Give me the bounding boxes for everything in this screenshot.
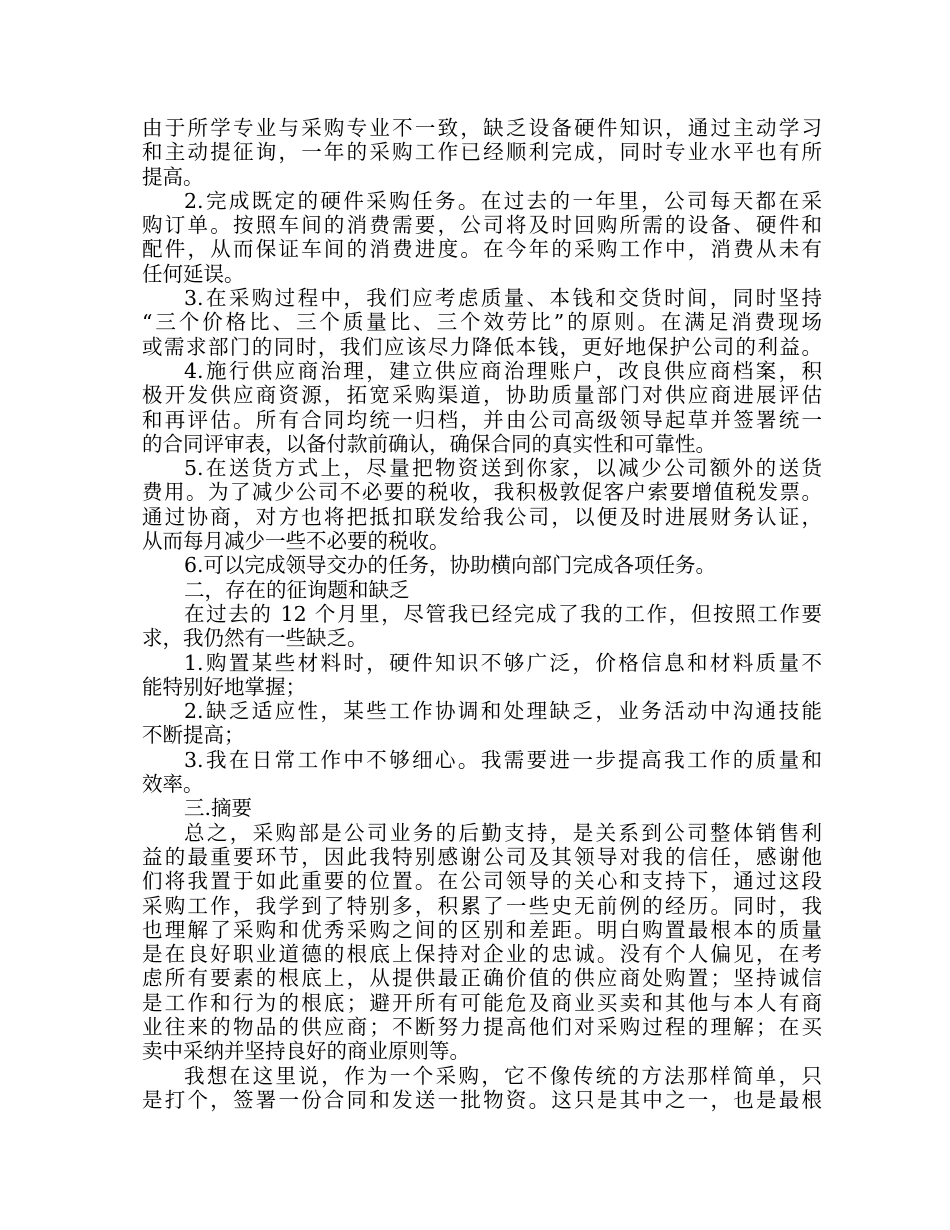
text-line: 效率。 (142, 772, 204, 797)
text-line: 在过去的 12 个月里，尽管我已经完成了我的工作，但按照工作要 (184, 601, 822, 626)
text-line: 益的最重要环节，因此我特别感谢公司及其领导对我的信任，感谢他 (142, 844, 822, 869)
text-line: 由于所学专业与采购专业不一致，缺乏设备硬件知识，通过主动学习 (142, 116, 822, 140)
text-line: 总之，采购部是公司业务的后勤支持，是关系到公司整体销售利 (184, 820, 822, 845)
text-line: 虑所有要素的根底上，从提供最正确价值的供应商处购置；坚持诚信 (142, 966, 822, 991)
text-line: 配件，从而保证车间的消费进度。在今年的采购工作中，消费从未有 (142, 237, 822, 262)
text-line: 2.缺乏适应性，某些工作协调和处理缺乏，业务活动中沟通技能 (184, 699, 822, 724)
text-line: 和再评估。所有合同均统一归档，并由公司高级领导起草并签署统一 (142, 407, 822, 432)
text-line: 采购工作，我学到了特别多，积累了一些史无前例的经历。同时，我 (142, 893, 822, 918)
text-line: 卖中采纳并坚持良好的商业原则等。 (142, 1039, 470, 1064)
text-line: 购订单。按照车间的消费需要，公司将及时回购所需的设备、硬件和 (142, 213, 822, 238)
text-line: 是工作和行为的根底；避开所有可能危及商业买卖和其他与本人有商 (142, 990, 822, 1015)
text-line: 的合同评审表，以备付款前确认，确保合同的真实性和可靠性。 (142, 431, 716, 456)
text-line: 能特别好地掌握； (142, 674, 306, 699)
text-line: 业往来的物品的供应商；不断努力提高他们对采购过程的理解；在买 (142, 1014, 822, 1039)
text-line: 提高。 (142, 164, 204, 189)
text-line: 或需求部门的同时，我们应该尽力降低本钱，更好地保护公司的利益。 (142, 334, 822, 359)
text-line: 从而每月减少一些不必要的税收。 (142, 529, 450, 554)
text-line: 是在良好职业道德的根底上保持对企业的忠诚。没有个人偏见，在考 (142, 942, 822, 967)
text-line: 我想在这里说，作为一个采购，它不像传统的方法那样简单，只 (184, 1063, 822, 1088)
text-line: 4.施行供应商治理，建立供应商治理账户，改良供应商档案，积 (184, 358, 822, 383)
text-line: 3.在采购过程中，我们应考虑质量、本钱和交货时间，同时坚持 (184, 286, 822, 311)
text-line: 5.在送货方式上，尽量把物资送到你家，以减少公司额外的送货 (184, 456, 822, 481)
text-line: 们将我置于如此重要的位置。在公司领导的关心和支持下，通过这段 (142, 869, 822, 894)
section-heading: 二，存在的征询题和缺乏 (184, 577, 410, 602)
document-body (142, 116, 822, 1112)
text-line: 通过协商，对方也将把抵扣联发给我公司，以便及时进展财务认证， (142, 504, 822, 529)
text-line: 3.我在日常工作中不够细心。我需要进一步提高我工作的质量和 (184, 747, 822, 772)
text-line: 费用。为了减少公司不必要的税收，我积极敦促客户索要增值税发票。 (142, 480, 822, 505)
text-line: 极开发供应商资源，拓宽采购渠道，协助质量部门对供应商进展评估 (142, 383, 822, 408)
text-line: 任何延误。 (142, 261, 245, 286)
text-line: 是打个，签署一份合同和发送一批物资。这只是其中之一，也是最根 (142, 1087, 822, 1112)
text-line: 求，我仍然有一些缺乏。 (142, 626, 368, 651)
text-line: 6.可以完成领导交办的任务，协助横向部门完成各项任务。 (184, 553, 717, 578)
text-line: 1.购置某些材料时，硬件知识不够广泛，价格信息和材料质量不 (184, 650, 822, 675)
text-line: 不断提高； (142, 723, 245, 748)
text-line: 2.完成既定的硬件采购任务。在过去的一年里，公司每天都在采 (184, 188, 822, 213)
text-line: “三个价格比、三个质量比、三个效劳比”的原则。在满足消费现场 (142, 310, 822, 335)
section-heading: 三.摘要 (184, 796, 253, 821)
text-line: 和主动提征询，一年的采购工作已经顺利完成，同时专业水平也有所 (142, 140, 822, 165)
text-line: 也理解了采购和优秀采购之间的区别和差距。明白购置最根本的质量 (142, 917, 822, 942)
